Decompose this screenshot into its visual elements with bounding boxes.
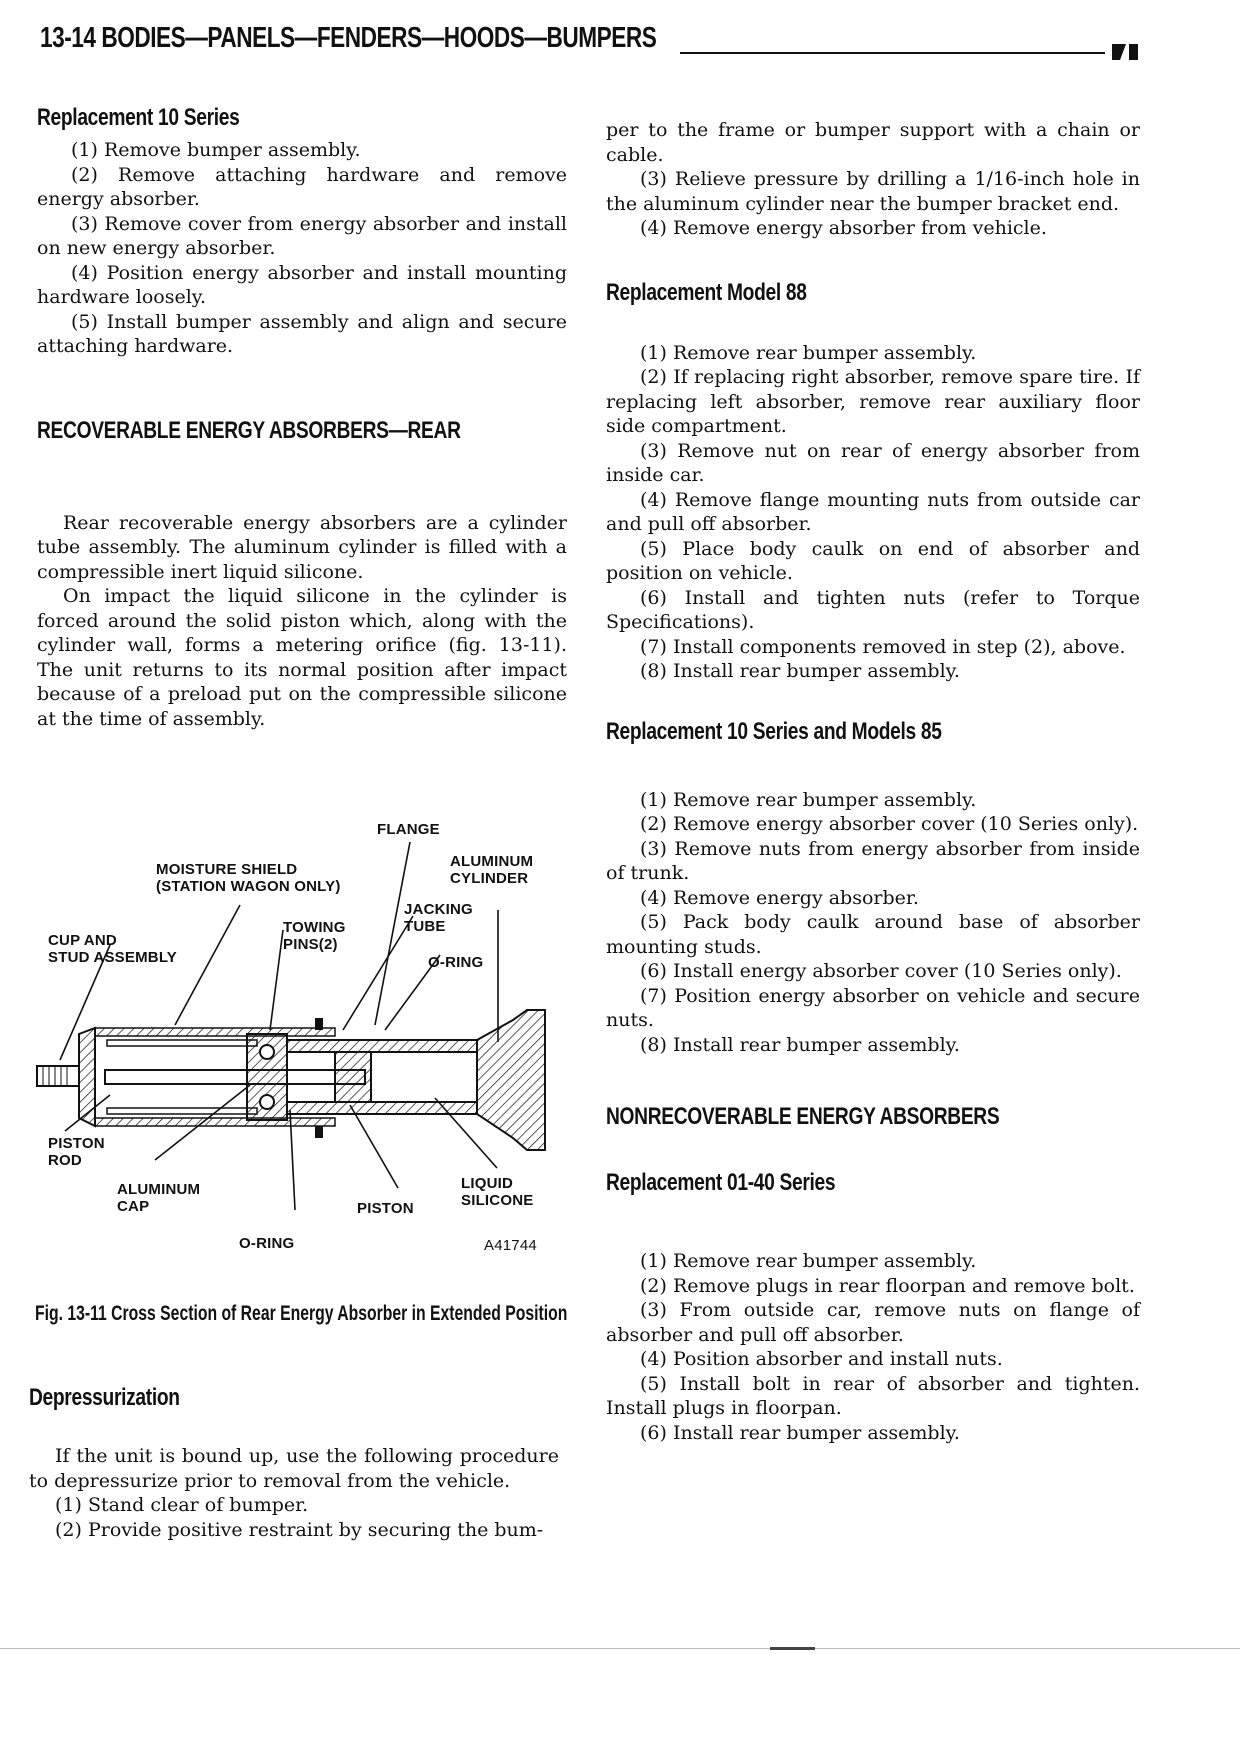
step-text: (2) Remove energy absorber cover (10 Series only). xyxy=(640,813,1139,835)
step-text: (3) Remove nuts from energy absorber from inside of trunk. xyxy=(606,837,1140,884)
section-heading-replacement-01-40-series: Replacement 01-40 Series xyxy=(606,1169,836,1196)
section-heading-replacement-model-88: Replacement Model 88 xyxy=(606,278,807,306)
step-text: (6) Install energy absorber cover (10 Series only). xyxy=(640,960,1122,982)
step-text: (4) Position absorber and install nuts. xyxy=(640,1348,1003,1370)
step-text: (3) Remove nut on rear of energy absorber from inside car. xyxy=(606,439,1140,486)
step-text: (4) Remove flange mounting nuts from outside car and pull off absorber. xyxy=(606,488,1140,535)
step-text: (6) Install rear bumper assembly. xyxy=(640,1421,960,1444)
label-flange: FLANGE xyxy=(377,821,440,838)
step-text: (8) Install rear bumper assembly. xyxy=(640,1033,960,1056)
step-text: (1) Remove rear bumper assembly. xyxy=(640,341,977,364)
step-text: (8) Install rear bumper assembly. xyxy=(640,660,960,682)
figure-energy-absorber-cross-section xyxy=(35,820,565,1254)
step-text: (3) Relieve pressure by drilling a 1/16-inch hole in the aluminum cylinder near the bumper bracket end. xyxy=(606,168,1140,215)
left-column xyxy=(37,104,567,731)
figure-caption: Fig. 13-11 Cross Section of Rear Energy Absorber in Extended Position xyxy=(35,1302,568,1325)
step-text: (5) Install bumper assembly and align and secure attaching hardware. xyxy=(37,310,567,357)
moisture-shield-shape xyxy=(95,1028,335,1036)
label-aluminum-cylinder: ALUMINUM CYLINDER xyxy=(450,853,534,887)
step-text: (1) Stand clear of bumper. xyxy=(55,1494,309,1516)
label-moisture-shield: MOISTURE SHIELD (STATION WAGON ONLY) xyxy=(156,861,341,895)
label-cup-stud-assembly: CUP AND STUD ASSEMBLY xyxy=(48,932,178,966)
body-paragraph: Rear recoverable energy absorbers are a cylinder tube assembly. The aluminum cylinder is filled with a compressible inert liquid silicone. xyxy=(37,511,567,583)
body-paragraph: On impact the liquid silicone in the cylinder is forced around the solid piston which, along with the cylinder wall, forms a metering orifice (fig. 13-11). The unit returns to its normal position after impact because of a preload put on the compressible silicone at the time of assembly. xyxy=(37,585,567,730)
step-text: (2) Remove attaching hardware and remove energy absorber. xyxy=(37,163,567,210)
figure-id: A41744 xyxy=(484,1237,537,1254)
step-text: (5) Pack body caulk around base of absorber mounting studs. xyxy=(606,911,1140,958)
aluminum-cylinder-shape xyxy=(287,1040,477,1052)
cup-shape xyxy=(79,1028,95,1126)
step-text: (7) Install components removed in step (2), above. xyxy=(640,635,1126,658)
step-text: (1) Remove bumper assembly. xyxy=(71,139,361,161)
step-text: (2) Remove plugs in rear floorpan and remove bolt. xyxy=(640,1274,1135,1297)
footer-rule xyxy=(0,1648,1240,1649)
left-column-bottom xyxy=(29,1384,559,1542)
step-text: (1) Remove rear bumper assembly. xyxy=(640,788,977,811)
chrysler-logo-icon xyxy=(1110,40,1140,62)
step-text: (4) Remove energy absorber. xyxy=(640,886,919,909)
footer-mark xyxy=(770,1647,815,1650)
section-heading-recoverable-energy-absorbers: RECOVERABLE ENERGY ABSORBERS—REAR xyxy=(37,416,461,444)
step-text: (2) Provide positive restraint by securing the bum- xyxy=(55,1518,544,1541)
label-o-ring-top: O-RING xyxy=(428,954,484,971)
body-paragraph: If the unit is bound up, use the following procedure to depressurize prior to removal from the vehicle. xyxy=(29,1445,559,1492)
step-text: (2) If replacing right absorber, remove spare tire. If replacing left absorber, remove rear auxiliary floor side compartment. xyxy=(606,366,1140,437)
page-header xyxy=(40,22,1140,72)
step-text: (4) Remove energy absorber from vehicle. xyxy=(640,217,1047,239)
header-rule xyxy=(680,52,1105,54)
step-text: (1) Remove rear bumper assembly. xyxy=(640,1250,977,1272)
flange-shape xyxy=(477,1010,545,1150)
step-text: (5) Install bolt in rear of absorber and tighten. Install plugs in floorpan. xyxy=(606,1372,1140,1419)
label-piston: PISTON xyxy=(357,1200,414,1217)
piston-rod-shape xyxy=(105,1070,365,1084)
section-heading-replacement-10-series: Replacement 10 Series xyxy=(37,104,240,131)
right-column xyxy=(606,104,1140,1445)
section-heading-depressurization: Depressurization xyxy=(29,1384,180,1411)
step-text: (5) Place body caulk on end of absorber and position on vehicle. xyxy=(606,537,1140,584)
label-towing-pins: TOWING PINS(2) xyxy=(283,919,346,953)
label-piston-rod: PISTON ROD xyxy=(48,1135,105,1169)
step-text: (3) Remove cover from energy absorber and install on new energy absorber. xyxy=(37,212,567,259)
continued-text: per to the frame or bumper support with a chain or cable. xyxy=(606,119,1140,166)
step-text: (3) From outside car, remove nuts on flange of absorber and pull off absorber. xyxy=(606,1299,1140,1346)
page-title: 13-14 BODIES—PANELS—FENDERS—HOODS—BUMPERS xyxy=(40,22,657,54)
label-o-ring-bottom: O-RING xyxy=(239,1235,295,1252)
label-liquid-silicone: LIQUID SILICONE xyxy=(461,1175,534,1209)
step-text: (4) Position energy absorber and install mounting hardware loosely. xyxy=(37,261,567,308)
step-text: (6) Install and tighten nuts (refer to Torque Specifications). xyxy=(606,586,1140,633)
section-heading-nonrecoverable-energy-absorbers: NONRECOVERABLE ENERGY ABSORBERS xyxy=(606,1103,1000,1130)
section-heading-replacement-10-series-models-85: Replacement 10 Series and Models 85 xyxy=(606,717,942,745)
label-jacking-tube: JACKING TUBE xyxy=(404,901,473,935)
step-text: (7) Position energy absorber on vehicle and secure nuts. xyxy=(606,984,1140,1031)
label-aluminum-cap: ALUMINUM CAP xyxy=(117,1181,201,1215)
piston-shape xyxy=(335,1052,371,1102)
